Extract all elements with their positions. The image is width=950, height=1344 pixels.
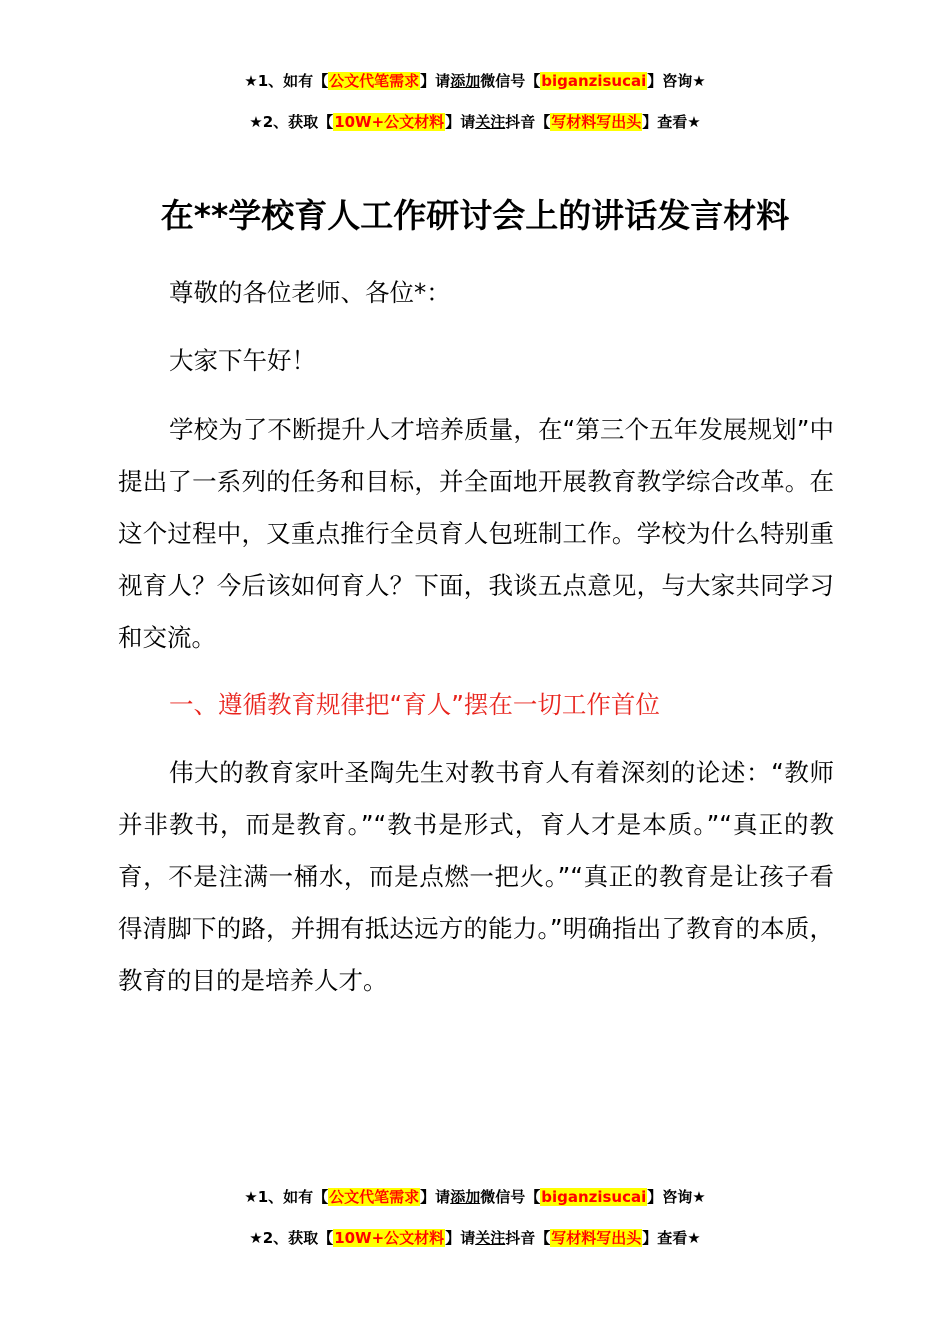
section-body-paragraph: 伟大的教育家叶圣陶先生对教书育人有着深刻的论述：“教师并非教书，而是教育。”“教书是形式，育人才是本质。”“真正的教育，不是注满一桶水，而是点燃一把火。”“真正的教育是让孩子看得清脚下的路，并拥有抵达远方的能力。”明确指出了教育的本质，教育的目的是培养人才。 bbox=[118, 758, 834, 995]
highlight-service: 公文代笔需求 bbox=[329, 1188, 420, 1206]
banner-text: 】请 bbox=[420, 72, 451, 90]
highlight-materials: 10W+公文材料 bbox=[334, 1229, 445, 1247]
highlight-materials: 10W+公文材料 bbox=[334, 113, 445, 131]
footer-banner-line1 bbox=[0, 1186, 950, 1208]
banner-text: ★1、如有【 bbox=[244, 72, 329, 90]
banner-text: 抖音【 bbox=[505, 1229, 551, 1247]
highlight-douyin: 写材料写出头 bbox=[551, 1229, 642, 1247]
underlined-text: 关注 bbox=[475, 113, 506, 131]
underlined-text: 关注 bbox=[475, 1229, 506, 1247]
banner-text: ★2、获取【 bbox=[249, 113, 334, 131]
banner-text: 】请 bbox=[445, 113, 476, 131]
banner-text: 】请 bbox=[445, 1229, 476, 1247]
header-banner-line1 bbox=[0, 70, 950, 92]
highlight-wechat-id: biganzisucai bbox=[541, 1188, 647, 1206]
banner-text: 抖音【 bbox=[505, 113, 551, 131]
banner-text: 】咨询★ bbox=[647, 1188, 706, 1206]
greeting: 大家下午好！ bbox=[169, 346, 316, 375]
footer-banner-line2 bbox=[0, 1227, 950, 1249]
banner-text: 】请 bbox=[420, 1188, 451, 1206]
salutation: 尊敬的各位老师、各位*： bbox=[169, 278, 451, 307]
banner-text: ★2、获取【 bbox=[249, 1229, 334, 1247]
banner-text: 】查看★ bbox=[642, 113, 701, 131]
banner-text: 微信号【 bbox=[480, 1188, 541, 1206]
highlight-wechat-id: biganzisucai bbox=[541, 72, 647, 90]
highlight-douyin: 写材料写出头 bbox=[551, 113, 642, 131]
underlined-text: 添加 bbox=[450, 72, 481, 90]
banner-text: 微信号【 bbox=[480, 72, 541, 90]
highlight-service: 公文代笔需求 bbox=[329, 72, 420, 90]
banner-text: 】查看★ bbox=[642, 1229, 701, 1247]
header-banner-line2 bbox=[0, 111, 950, 133]
section-heading: 一、遵循教育规律把“育人”摆在一切工作首位 bbox=[169, 690, 660, 719]
banner-text: ★1、如有【 bbox=[244, 1188, 329, 1206]
underlined-text: 添加 bbox=[450, 1188, 481, 1206]
intro-paragraph: 学校为了不断提升人才培养质量，在“第三个五年发展规划”中提出了一系列的任务和目标，并全面地开展教育教学综合改革。在这个过程中，又重点推行全员育人包班制工作。学校为什么特别重视育人？今后该如何育人？下面，我谈五点意见，与大家共同学习和交流。 bbox=[118, 415, 834, 652]
banner-text: 】咨询★ bbox=[647, 72, 706, 90]
document-title: 在**学校育人工作研讨会上的讲话发言材料 bbox=[160, 196, 790, 235]
